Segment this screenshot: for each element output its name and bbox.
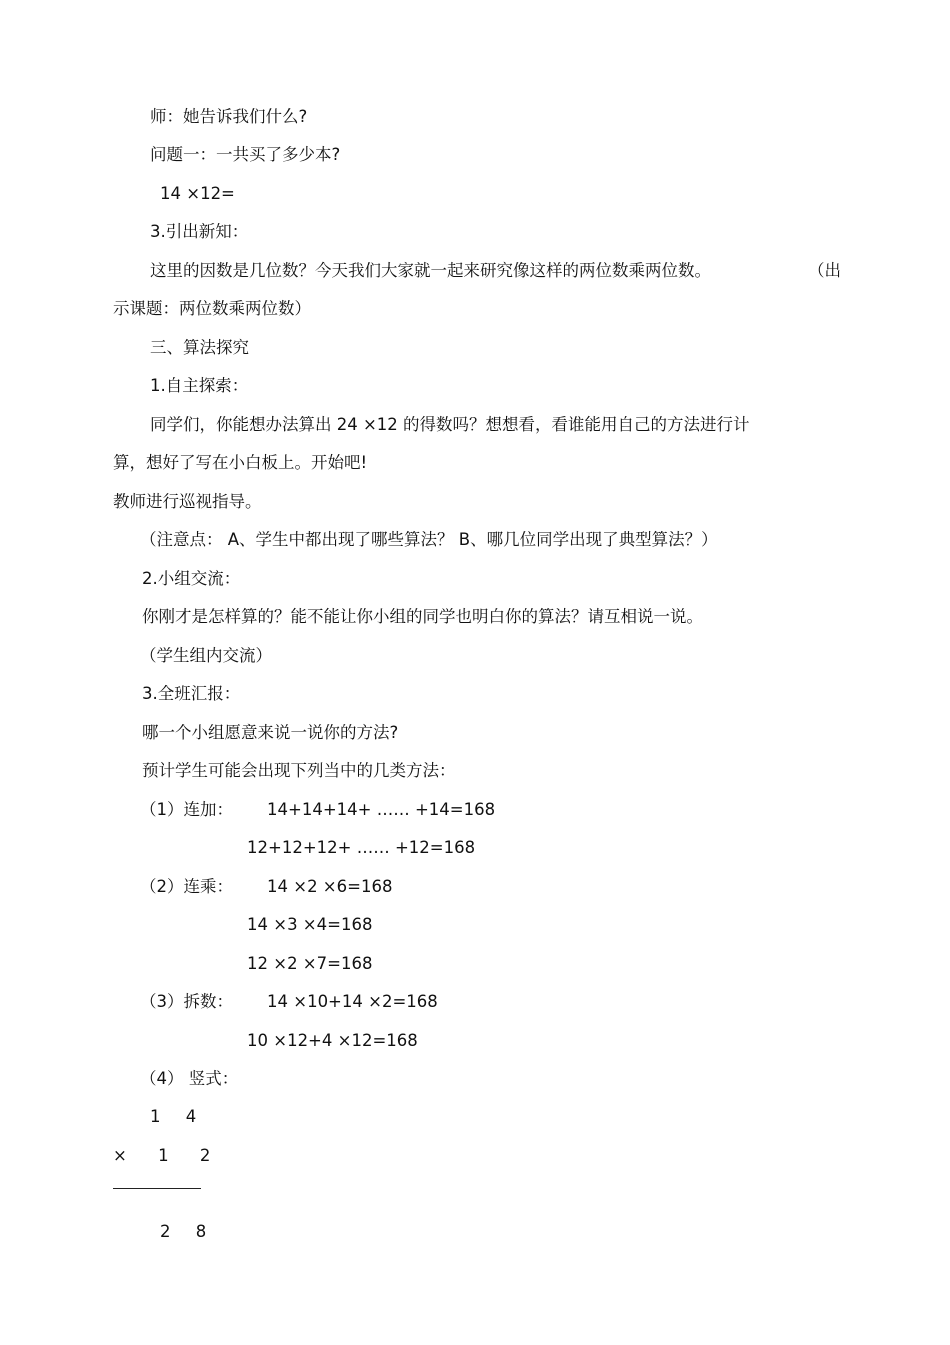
vertical-calc-row: 1 4 bbox=[150, 1107, 197, 1126]
equation: 14 ×3 ×4=168 bbox=[247, 915, 373, 934]
text-line: 哪一个小组愿意来说一说你的方法? bbox=[142, 723, 399, 742]
equation: 14+14+14+ …… +14=168 bbox=[267, 800, 496, 819]
text-line: （出 bbox=[808, 261, 841, 280]
equation: 10 ×12+4 ×12=168 bbox=[247, 1031, 418, 1050]
text-line: 示课题：两位数乘两位数） bbox=[113, 299, 311, 318]
text-line: 预计学生可能会出现下列当中的几类方法： bbox=[142, 761, 456, 780]
equation: 14 ×12= bbox=[160, 184, 235, 203]
question-one: 问题一：一共买了多少本? bbox=[150, 145, 341, 164]
section-heading: 3.引出新知： bbox=[150, 222, 249, 241]
section-heading: 三、算法探究 bbox=[150, 338, 249, 357]
section-heading: 3.全班汇报： bbox=[142, 684, 241, 703]
text-line: 师：她告诉我们什么? bbox=[150, 107, 308, 126]
section-heading: 2.小组交流： bbox=[142, 569, 241, 588]
text-line: （学生组内交流） bbox=[140, 646, 272, 665]
method-label: （1）连加： bbox=[140, 800, 233, 819]
text-line: 这里的因数是几位数？今天我们大家就一起来研究像这样的两位数乘两位数。 bbox=[150, 261, 711, 280]
vertical-calc-divider bbox=[113, 1188, 201, 1189]
equation: 14 ×10+14 ×2=168 bbox=[267, 992, 438, 1011]
vertical-calc-row: × 1 2 bbox=[113, 1146, 211, 1165]
method-label: （2）连乘： bbox=[140, 877, 233, 896]
equation: 14 ×2 ×6=168 bbox=[267, 877, 393, 896]
text-line: 你刚才是怎样算的？能不能让你小组的同学也明白你的算法？请互相说一说。 bbox=[142, 607, 703, 626]
text-line: 同学们，你能想办法算出 24 ×12 的得数吗？想想看，看谁能用自己的方法进行计 bbox=[150, 415, 750, 434]
vertical-calc-row: 2 8 bbox=[160, 1222, 207, 1241]
text-line: 算，想好了写在小白板上。开始吧! bbox=[113, 453, 368, 472]
equation: 12 ×2 ×7=168 bbox=[247, 954, 373, 973]
note-line: （注意点： A、学生中都出现了哪些算法？ B、哪几位同学出现了典型算法？） bbox=[140, 530, 718, 549]
equation: 12+12+12+ …… +12=168 bbox=[247, 838, 476, 857]
method-label: （4） 竖式： bbox=[140, 1069, 239, 1088]
method-label: （3）拆数： bbox=[140, 992, 233, 1011]
text-line: 教师进行巡视指导。 bbox=[113, 492, 262, 511]
section-heading: 1.自主探索： bbox=[150, 376, 249, 395]
